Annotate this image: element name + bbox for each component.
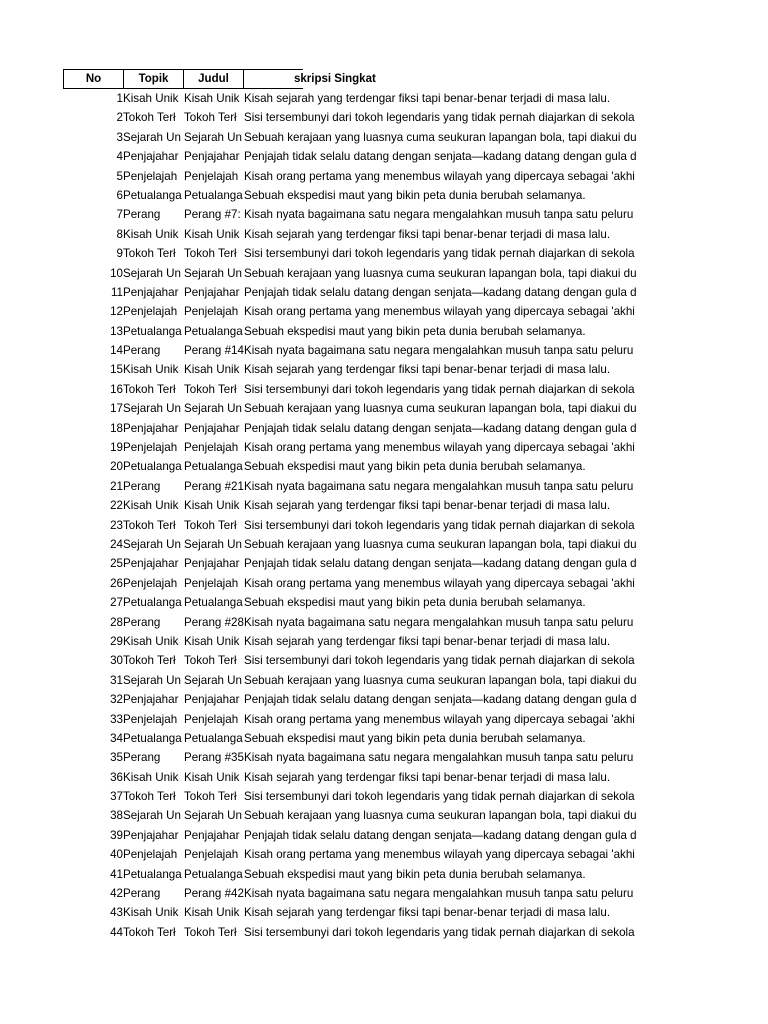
cell-topik[interactable]: Penjelajah xyxy=(123,848,178,862)
cell-no[interactable]: 44 xyxy=(110,925,123,939)
cell-judul[interactable]: Petualanga xyxy=(184,731,243,745)
table-row xyxy=(63,360,669,379)
table-row xyxy=(63,225,669,244)
cell-deskripsi[interactable]: Kisah orang pertama yang menembus wilayah yang dipercaya sebagai 'akhi xyxy=(244,848,635,862)
table-row xyxy=(63,516,669,535)
header-judul[interactable]: Judul xyxy=(183,69,244,89)
cell-no[interactable]: 11 xyxy=(110,285,123,299)
cell-judul[interactable]: Perang #28 xyxy=(184,615,244,629)
table-row xyxy=(63,147,669,166)
cell-deskripsi[interactable]: Kisah nyata bagaimana satu negara mengalahkan musuh tanpa satu peluru xyxy=(244,208,634,222)
cell-deskripsi[interactable]: Kisah sejarah yang terdengar fiksi tapi benar-benar terjadi di masa lalu. xyxy=(244,363,611,377)
cell-deskripsi[interactable]: Kisah sejarah yang terdengar fiksi tapi benar-benar terjadi di masa lalu. xyxy=(244,634,611,648)
table-row xyxy=(63,341,669,360)
cell-judul[interactable]: Petualanga xyxy=(184,460,243,474)
cell-topik[interactable]: Kisah Unik xyxy=(123,906,179,920)
table-row xyxy=(63,399,669,418)
cell-deskripsi[interactable]: Sisi tersembunyi dari tokoh legendaris yang tidak pernah diajarkan di sekola xyxy=(244,654,635,668)
cell-topik[interactable]: Penjelajah xyxy=(123,169,178,183)
table-row xyxy=(63,806,669,825)
table-row xyxy=(63,457,669,476)
cell-no[interactable]: 14 xyxy=(110,344,123,358)
table-row xyxy=(63,322,669,341)
cell-judul[interactable]: Tokoh Terł xyxy=(184,790,237,804)
cell-deskripsi[interactable]: Penjajah tidak selalu datang dengan senjata—kadang datang dengan gula d xyxy=(244,557,637,571)
cell-judul[interactable]: Penjelajah xyxy=(184,169,239,183)
cell-judul[interactable]: Kisah Unik xyxy=(184,906,240,920)
cell-judul[interactable]: Perang #7: xyxy=(184,208,241,222)
cell-deskripsi[interactable]: Kisah sejarah yang terdengar fiksi tapi benar-benar terjadi di masa lalu. xyxy=(244,499,611,513)
cell-judul[interactable]: Tokoh Terł xyxy=(184,925,237,939)
cell-no[interactable]: 1 xyxy=(116,92,123,105)
cell-deskripsi[interactable]: Sisi tersembunyi dari tokoh legendaris yang tidak pernah diajarkan di sekola xyxy=(244,382,635,396)
cell-no[interactable]: 24 xyxy=(110,537,123,551)
table-row xyxy=(63,923,669,942)
cell-topik[interactable]: Penjelajah xyxy=(123,305,178,319)
cell-judul[interactable]: Sejarah Un xyxy=(184,130,243,144)
table-row xyxy=(63,690,669,709)
cell-deskripsi[interactable]: Sebuah kerajaan yang luasnya cuma seukuran lapangan bola, tapi diakui du xyxy=(244,130,637,144)
table-row xyxy=(63,865,669,884)
cell-deskripsi[interactable]: Penjajah tidak selalu datang dengan senjata—kadang datang dengan gula d xyxy=(244,693,637,707)
cell-no[interactable]: 33 xyxy=(110,712,123,726)
cell-judul[interactable]: Sejarah Un xyxy=(184,809,243,823)
table-row xyxy=(63,380,669,399)
cell-topik[interactable]: Kisah Unik xyxy=(123,92,179,105)
cell-no[interactable]: 35 xyxy=(110,751,123,765)
cell-topik[interactable]: Petualanga xyxy=(123,596,182,610)
cell-topik[interactable]: Kisah Unik xyxy=(123,499,179,513)
table-row xyxy=(63,574,669,593)
cell-no[interactable]: 43 xyxy=(110,906,123,920)
cell-topik[interactable]: Penjelajah xyxy=(123,712,178,726)
table-row xyxy=(63,554,669,573)
table-row xyxy=(63,108,669,127)
cell-topik[interactable]: Perang xyxy=(123,344,161,358)
cell-deskripsi[interactable]: Kisah sejarah yang terdengar fiksi tapi benar-benar terjadi di masa lalu. xyxy=(244,906,611,920)
cell-no[interactable]: 13 xyxy=(110,324,123,338)
cell-deskripsi[interactable]: Sisi tersembunyi dari tokoh legendaris yang tidak pernah diajarkan di sekola xyxy=(244,518,635,532)
cell-topik[interactable]: Petualanga xyxy=(123,324,182,338)
cell-deskripsi[interactable]: Kisah sejarah yang terdengar fiksi tapi benar-benar terjadi di masa lalu. xyxy=(244,770,611,784)
cell-no[interactable]: 37 xyxy=(110,790,123,804)
cell-judul[interactable]: Penjelajah xyxy=(184,712,239,726)
table-row xyxy=(63,903,669,922)
cell-deskripsi[interactable]: Sebuah kerajaan yang luasnya cuma seukuran lapangan bola, tapi diakui du xyxy=(244,266,637,280)
table-row xyxy=(63,826,669,845)
table-row xyxy=(63,477,669,496)
cell-no[interactable]: 10 xyxy=(110,266,123,280)
cell-judul[interactable]: Sejarah Un xyxy=(184,266,243,280)
table-row xyxy=(63,167,669,186)
cell-topik[interactable]: Perang xyxy=(123,615,161,629)
cell-topik[interactable]: Tokoh Terł xyxy=(123,111,176,125)
cell-no[interactable]: 18 xyxy=(110,421,123,435)
table-row xyxy=(63,748,669,767)
cell-topik[interactable]: Tokoh Terł xyxy=(123,247,176,261)
cell-no[interactable]: 31 xyxy=(110,673,123,687)
cell-judul[interactable]: Petualanga xyxy=(184,867,243,881)
cell-judul[interactable]: Penjajahar xyxy=(184,557,240,571)
cell-judul[interactable]: Sejarah Un xyxy=(184,537,243,551)
cell-no[interactable]: 2 xyxy=(116,111,123,125)
cell-judul[interactable]: Sejarah Un xyxy=(184,402,243,416)
cell-topik[interactable]: Tokoh Terł xyxy=(123,790,176,804)
table-body xyxy=(63,89,669,942)
table-row xyxy=(63,710,669,729)
cell-topik[interactable]: Petualanga xyxy=(123,867,182,881)
cell-deskripsi[interactable]: Sebuah ekspedisi maut yang bikin peta dunia berubah selamanya. xyxy=(244,867,586,881)
table-row xyxy=(63,535,669,554)
cell-topik[interactable]: Kisah Unik xyxy=(123,634,179,648)
cell-no[interactable]: 42 xyxy=(110,887,123,901)
cell-topik[interactable]: Kisah Unik xyxy=(123,363,179,377)
cell-topik[interactable]: Penjajahar xyxy=(123,285,179,299)
cell-judul[interactable]: Penjajahar xyxy=(184,693,240,707)
cell-judul[interactable]: Penjajahar xyxy=(184,828,240,842)
table-row xyxy=(63,419,669,438)
header-topik[interactable]: Topik xyxy=(123,69,184,89)
cell-deskripsi[interactable]: Penjajah tidak selalu datang dengan senjata—kadang datang dengan gula d xyxy=(244,285,637,299)
table-row xyxy=(63,244,669,263)
cell-no[interactable]: 16 xyxy=(110,382,123,396)
cell-judul[interactable]: Tokoh Terł xyxy=(184,382,237,396)
table-row xyxy=(63,613,669,632)
cell-judul[interactable]: Petualanga xyxy=(184,596,243,610)
cell-no[interactable]: 38 xyxy=(110,809,123,823)
cell-deskripsi[interactable]: Kisah orang pertama yang menembus wilayah yang dipercaya sebagai 'akhi xyxy=(244,441,635,455)
cell-judul[interactable]: Petualanga xyxy=(184,188,243,202)
table-row xyxy=(63,768,669,787)
cell-deskripsi[interactable]: Sisi tersembunyi dari tokoh legendaris yang tidak pernah diajarkan di sekola xyxy=(244,111,635,125)
cell-no[interactable]: 9 xyxy=(116,247,123,261)
cell-judul[interactable]: Penjelajah xyxy=(184,848,239,862)
table-row xyxy=(63,671,669,690)
table-header xyxy=(63,69,669,89)
cell-no[interactable]: 40 xyxy=(110,848,123,862)
cell-no[interactable]: 32 xyxy=(110,693,123,707)
cell-deskripsi[interactable]: Sebuah ekspedisi maut yang bikin peta dunia berubah selamanya. xyxy=(244,460,586,474)
cell-no[interactable]: 3 xyxy=(116,130,123,144)
table-row xyxy=(63,128,669,147)
cell-no[interactable]: 28 xyxy=(110,615,123,629)
cell-judul[interactable]: Sejarah Un xyxy=(184,673,243,687)
cell-no[interactable]: 41 xyxy=(110,867,123,881)
header-no[interactable]: No xyxy=(63,69,124,89)
cell-judul[interactable]: Perang #21 xyxy=(184,479,244,493)
cell-judul[interactable]: Kisah Unik xyxy=(184,499,240,513)
cell-no[interactable]: 4 xyxy=(116,150,123,164)
cell-deskripsi[interactable]: Sebuah kerajaan yang luasnya cuma seukuran lapangan bola, tapi diakui du xyxy=(244,537,637,551)
cell-no[interactable]: 23 xyxy=(110,518,123,532)
table-row xyxy=(63,632,669,651)
cell-deskripsi[interactable]: Sisi tersembunyi dari tokoh legendaris yang tidak pernah diajarkan di sekola xyxy=(244,790,635,804)
cell-no[interactable]: 15 xyxy=(110,363,123,377)
cell-judul[interactable]: Perang #42 xyxy=(184,887,244,901)
cell-deskripsi[interactable]: Penjajah tidak selalu datang dengan senjata—kadang datang dengan gula d xyxy=(244,421,637,435)
spreadsheet-table xyxy=(63,69,669,942)
cell-no[interactable]: 19 xyxy=(110,441,123,455)
cell-deskripsi[interactable]: Penjajah tidak selalu datang dengan senjata—kadang datang dengan gula d xyxy=(244,828,637,842)
cell-judul[interactable]: Penjajahar xyxy=(184,150,240,164)
cell-deskripsi[interactable]: Kisah sejarah yang terdengar fiksi tapi benar-benar terjadi di masa lalu. xyxy=(244,92,611,105)
cell-deskripsi[interactable]: Sebuah kerajaan yang luasnya cuma seukuran lapangan bola, tapi diakui du xyxy=(244,402,637,416)
cell-deskripsi[interactable]: Sebuah ekspedisi maut yang bikin peta dunia berubah selamanya. xyxy=(244,731,586,745)
cell-no[interactable]: 26 xyxy=(110,576,123,590)
table-row xyxy=(63,884,669,903)
cell-topik[interactable]: Penjajahar xyxy=(123,828,179,842)
table-row xyxy=(63,264,669,283)
table-row xyxy=(63,205,669,224)
cell-deskripsi[interactable]: Sebuah ekspedisi maut yang bikin peta dunia berubah selamanya. xyxy=(244,188,586,202)
cell-deskripsi[interactable]: Kisah sejarah yang terdengar fiksi tapi benar-benar terjadi di masa lalu. xyxy=(244,227,611,241)
cell-judul[interactable]: Kisah Unik xyxy=(184,770,240,784)
cell-deskripsi[interactable]: Kisah nyata bagaimana satu negara mengalahkan musuh tanpa satu peluru xyxy=(244,479,634,493)
cell-deskripsi[interactable]: Kisah orang pertama yang menembus wilayah yang dipercaya sebagai 'akhi xyxy=(244,169,635,183)
cell-deskripsi[interactable]: Penjajah tidak selalu datang dengan senjata—kadang datang dengan gula d xyxy=(244,150,637,164)
cell-no[interactable]: 36 xyxy=(110,770,123,784)
cell-no[interactable]: 25 xyxy=(110,557,123,571)
cell-topik[interactable]: Penjajahar xyxy=(123,693,179,707)
cell-topik[interactable]: Perang xyxy=(123,887,161,901)
cell-no[interactable]: 12 xyxy=(110,305,123,319)
cell-no[interactable]: 30 xyxy=(110,654,123,668)
cell-deskripsi[interactable]: Sebuah kerajaan yang luasnya cuma seukuran lapangan bola, tapi diakui du xyxy=(244,809,637,823)
cell-no[interactable]: 27 xyxy=(110,596,123,610)
cell-topik[interactable]: Sejarah Un xyxy=(123,809,182,823)
cell-topik[interactable]: Perang xyxy=(123,479,161,493)
table-row xyxy=(63,89,669,108)
table-row xyxy=(63,593,669,612)
cell-judul[interactable]: Tokoh Terł xyxy=(184,111,237,125)
cell-topik[interactable]: Petualanga xyxy=(123,460,182,474)
cell-deskripsi[interactable]: Kisah nyata bagaimana satu negara mengalahkan musuh tanpa satu peluru xyxy=(244,615,634,629)
cell-topik[interactable]: Penjajahar xyxy=(123,557,179,571)
cell-deskripsi[interactable]: Sebuah kerajaan yang luasnya cuma seukuran lapangan bola, tapi diakui du xyxy=(244,673,637,687)
cell-topik[interactable]: Penjajahar xyxy=(123,150,179,164)
cell-topik[interactable]: Penjelajah xyxy=(123,576,178,590)
cell-topik[interactable]: Tokoh Terł xyxy=(123,654,176,668)
cell-deskripsi[interactable]: Sisi tersembunyi dari tokoh legendaris yang tidak pernah diajarkan di sekola xyxy=(244,925,635,939)
cell-judul[interactable]: Kisah Unik xyxy=(184,634,240,648)
cell-judul[interactable]: Penjajahar xyxy=(184,285,240,299)
cell-topik[interactable]: Tokoh Terł xyxy=(123,518,176,532)
cell-no[interactable]: 7 xyxy=(116,208,123,222)
table-row xyxy=(63,283,669,302)
cell-topik[interactable]: Sejarah Un xyxy=(123,537,182,551)
cell-deskripsi[interactable]: Kisah nyata bagaimana satu negara mengalahkan musuh tanpa satu peluru xyxy=(244,751,634,765)
cell-deskripsi[interactable]: Kisah orang pertama yang menembus wilayah yang dipercaya sebagai 'akhi xyxy=(244,712,635,726)
table-row xyxy=(63,729,669,748)
table-row xyxy=(63,651,669,670)
cell-topik[interactable]: Sejarah Un xyxy=(123,402,182,416)
cell-no[interactable]: 17 xyxy=(110,402,123,416)
cell-topik[interactable]: Penjajahar xyxy=(123,421,179,435)
cell-judul[interactable]: Perang #14 xyxy=(184,344,244,358)
cell-no[interactable]: 6 xyxy=(116,188,123,202)
cell-deskripsi[interactable]: Sebuah ekspedisi maut yang bikin peta dunia berubah selamanya. xyxy=(244,596,586,610)
cell-deskripsi[interactable]: Kisah orang pertama yang menembus wilayah yang dipercaya sebagai 'akhi xyxy=(244,576,635,590)
cell-judul[interactable]: Penjelajah xyxy=(184,576,239,590)
table-row xyxy=(63,787,669,806)
cell-topik[interactable]: Perang xyxy=(123,751,161,765)
table-row xyxy=(63,496,669,515)
table-row xyxy=(63,845,669,864)
cell-topik[interactable]: Tokoh Terł xyxy=(123,382,176,396)
cell-judul[interactable]: Kisah Unik xyxy=(184,227,240,241)
cell-topik[interactable]: Kisah Unik xyxy=(123,227,179,241)
cell-topik[interactable]: Sejarah Un xyxy=(123,130,182,144)
cell-judul[interactable]: Penjelajah xyxy=(184,305,239,319)
cell-topik[interactable]: Kisah Unik xyxy=(123,770,179,784)
header-deskripsi-text: skripsi Singkat xyxy=(294,73,376,85)
cell-topik[interactable]: Petualanga xyxy=(123,731,182,745)
header-deskripsi xyxy=(294,69,423,89)
cell-deskripsi[interactable]: Kisah orang pertama yang menembus wilayah yang dipercaya sebagai 'akhi xyxy=(244,305,635,319)
cell-no[interactable]: 8 xyxy=(116,227,123,241)
cell-topik[interactable]: Tokoh Terł xyxy=(123,925,176,939)
cell-judul[interactable]: Tokoh Terł xyxy=(184,654,237,668)
cell-no[interactable]: 29 xyxy=(110,634,123,648)
cell-no[interactable]: 5 xyxy=(116,169,123,183)
cell-judul[interactable]: Tokoh Terł xyxy=(184,518,237,532)
cell-topik[interactable]: Perang xyxy=(123,208,161,222)
cell-judul[interactable]: Perang #35 xyxy=(184,751,244,765)
cell-deskripsi[interactable]: Kisah nyata bagaimana satu negara mengalahkan musuh tanpa satu peluru xyxy=(244,887,634,901)
cell-judul[interactable]: Kisah Unik xyxy=(184,92,240,105)
cell-topik[interactable]: Petualanga xyxy=(123,188,182,202)
cell-deskripsi[interactable]: Kisah nyata bagaimana satu negara mengalahkan musuh tanpa satu peluru xyxy=(244,344,634,358)
cell-no[interactable]: 21 xyxy=(110,479,123,493)
cell-no[interactable]: 20 xyxy=(110,460,123,474)
cell-judul[interactable]: Kisah Unik xyxy=(184,363,240,377)
cell-deskripsi[interactable]: Sebuah ekspedisi maut yang bikin peta dunia berubah selamanya. xyxy=(244,324,586,338)
cell-topik[interactable]: Sejarah Un xyxy=(123,673,182,687)
cell-no[interactable]: 39 xyxy=(110,828,123,842)
table-row xyxy=(63,302,669,321)
cell-no[interactable]: 34 xyxy=(110,731,123,745)
cell-deskripsi[interactable]: Sisi tersembunyi dari tokoh legendaris yang tidak pernah diajarkan di sekola xyxy=(244,247,635,261)
table-row xyxy=(63,438,669,457)
cell-judul[interactable]: Petualanga xyxy=(184,324,243,338)
cell-topik[interactable]: Penjelajah xyxy=(123,441,178,455)
cell-judul[interactable]: Penjajahar xyxy=(184,421,240,435)
cell-judul[interactable]: Tokoh Terł xyxy=(184,247,237,261)
table-row xyxy=(63,186,669,205)
cell-no[interactable]: 22 xyxy=(110,499,123,513)
cell-topik[interactable]: Sejarah Un xyxy=(123,266,182,280)
cell-judul[interactable]: Penjelajah xyxy=(184,441,239,455)
